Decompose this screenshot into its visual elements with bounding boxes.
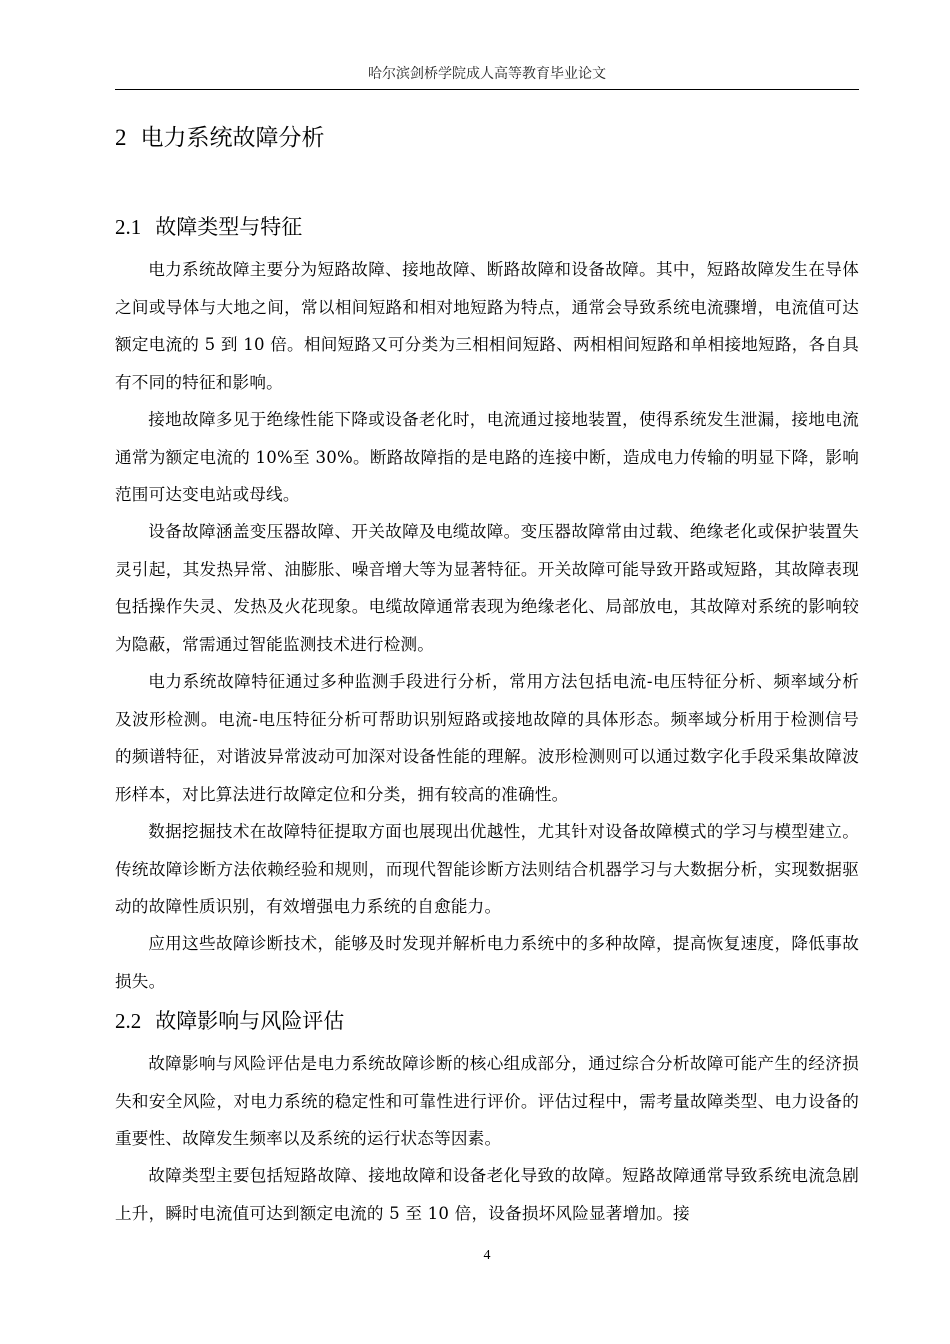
page-header bbox=[115, 63, 859, 90]
paragraph: 故障类型主要包括短路故障、接地故障和设备老化导致的故障。短路故障通常导致系统电流急剧上升，瞬时电流值可达到额定电流的 5 至 10 倍，设备损坏风险显著增加。接 bbox=[115, 1166, 859, 1223]
paragraph: 故障影响与风险评估是电力系统故障诊断的核心组成部分，通过综合分析故障可能产生的经济损失和安全风险，对电力系统的稳定性和可靠性进行评价。评估过程中，需考量故障类型、电力设备的重要性、故障发生频率以及系统的运行状态等因素。 bbox=[115, 1054, 859, 1149]
paragraph: 设备故障涵盖变压器故障、开关故障及电缆故障。变压器故障常由过载、绝缘老化或保护装置失灵引起，其发热异常、油膨胀、噪音增大等为显著特征。开关故障可能导致开路或短路，其故障表现包括操作失灵、发热及火花现象。电缆故障通常表现为绝缘老化、局部放电，其故障对系统的影响较为隐蔽，常需通过智能监测技术进行检测。 bbox=[115, 522, 859, 654]
section-title-text: 故障类型与特征 bbox=[155, 215, 303, 239]
section-number: 2.1 bbox=[115, 215, 142, 239]
chapter-number: 2 bbox=[115, 125, 127, 150]
paragraph: 接地故障多见于绝缘性能下降或设备老化时，电流通过接地装置，使得系统发生泄漏，接地电流通常为额定电流的 10%至 30%。断路故障指的是电路的连接中断，造成电力传输的明显下降，影响范围可达变电站或母线。 bbox=[115, 410, 859, 505]
section-title-2-1 bbox=[115, 211, 859, 243]
paragraph: 数据挖掘技术在故障特征提取方面也展现出优越性，尤其针对设备故障模式的学习与模型建立。传统故障诊断方法依赖经验和规则，而现代智能诊断方法则结合机器学习与大数据分析，实现数据驱动的故障性质识别，有效增强电力系统的自愈能力。 bbox=[115, 822, 859, 917]
section-title-text: 故障影响与风险评估 bbox=[155, 1009, 345, 1033]
paragraph: 电力系统故障特征通过多种监测手段进行分析，常用方法包括电流-电压特征分析、频率域分析及波形检测。电流-电压特征分析可帮助识别短路或接地故障的具体形态。频率域分析用于检测信号的频谱特征，对谐波异常波动可加深对设备性能的理解。波形检测则可以通过数字化手段采集故障波形样本，对比算法进行故障定位和分类，拥有较高的准确性。 bbox=[115, 672, 859, 804]
header-title: 哈尔滨剑桥学院成人高等教育毕业论文 bbox=[368, 66, 606, 82]
paragraph: 电力系统故障主要分为短路故障、接地故障、断路故障和设备故障。其中，短路故障发生在导体之间或导体与大地之间，常以相间短路和相对地短路为特点，通常会导致系统电流骤增，电流值可达额定电流的 5 到 10 倍。相间短路又可分类为三相相间短路、两相相间短路和单相接地短路，各自具有不同的特征和影响。 bbox=[115, 260, 859, 392]
chapter-title bbox=[115, 121, 859, 155]
page-number: 4 bbox=[483, 1248, 491, 1263]
paragraph: 应用这些故障诊断技术，能够及时发现并解析电力系统中的多种故障，提高恢复速度，降低事故损失。 bbox=[115, 934, 859, 991]
chapter-title-text: 电力系统故障分析 bbox=[140, 125, 325, 151]
section-number: 2.2 bbox=[115, 1009, 142, 1033]
section-title-2-2 bbox=[115, 1005, 859, 1037]
